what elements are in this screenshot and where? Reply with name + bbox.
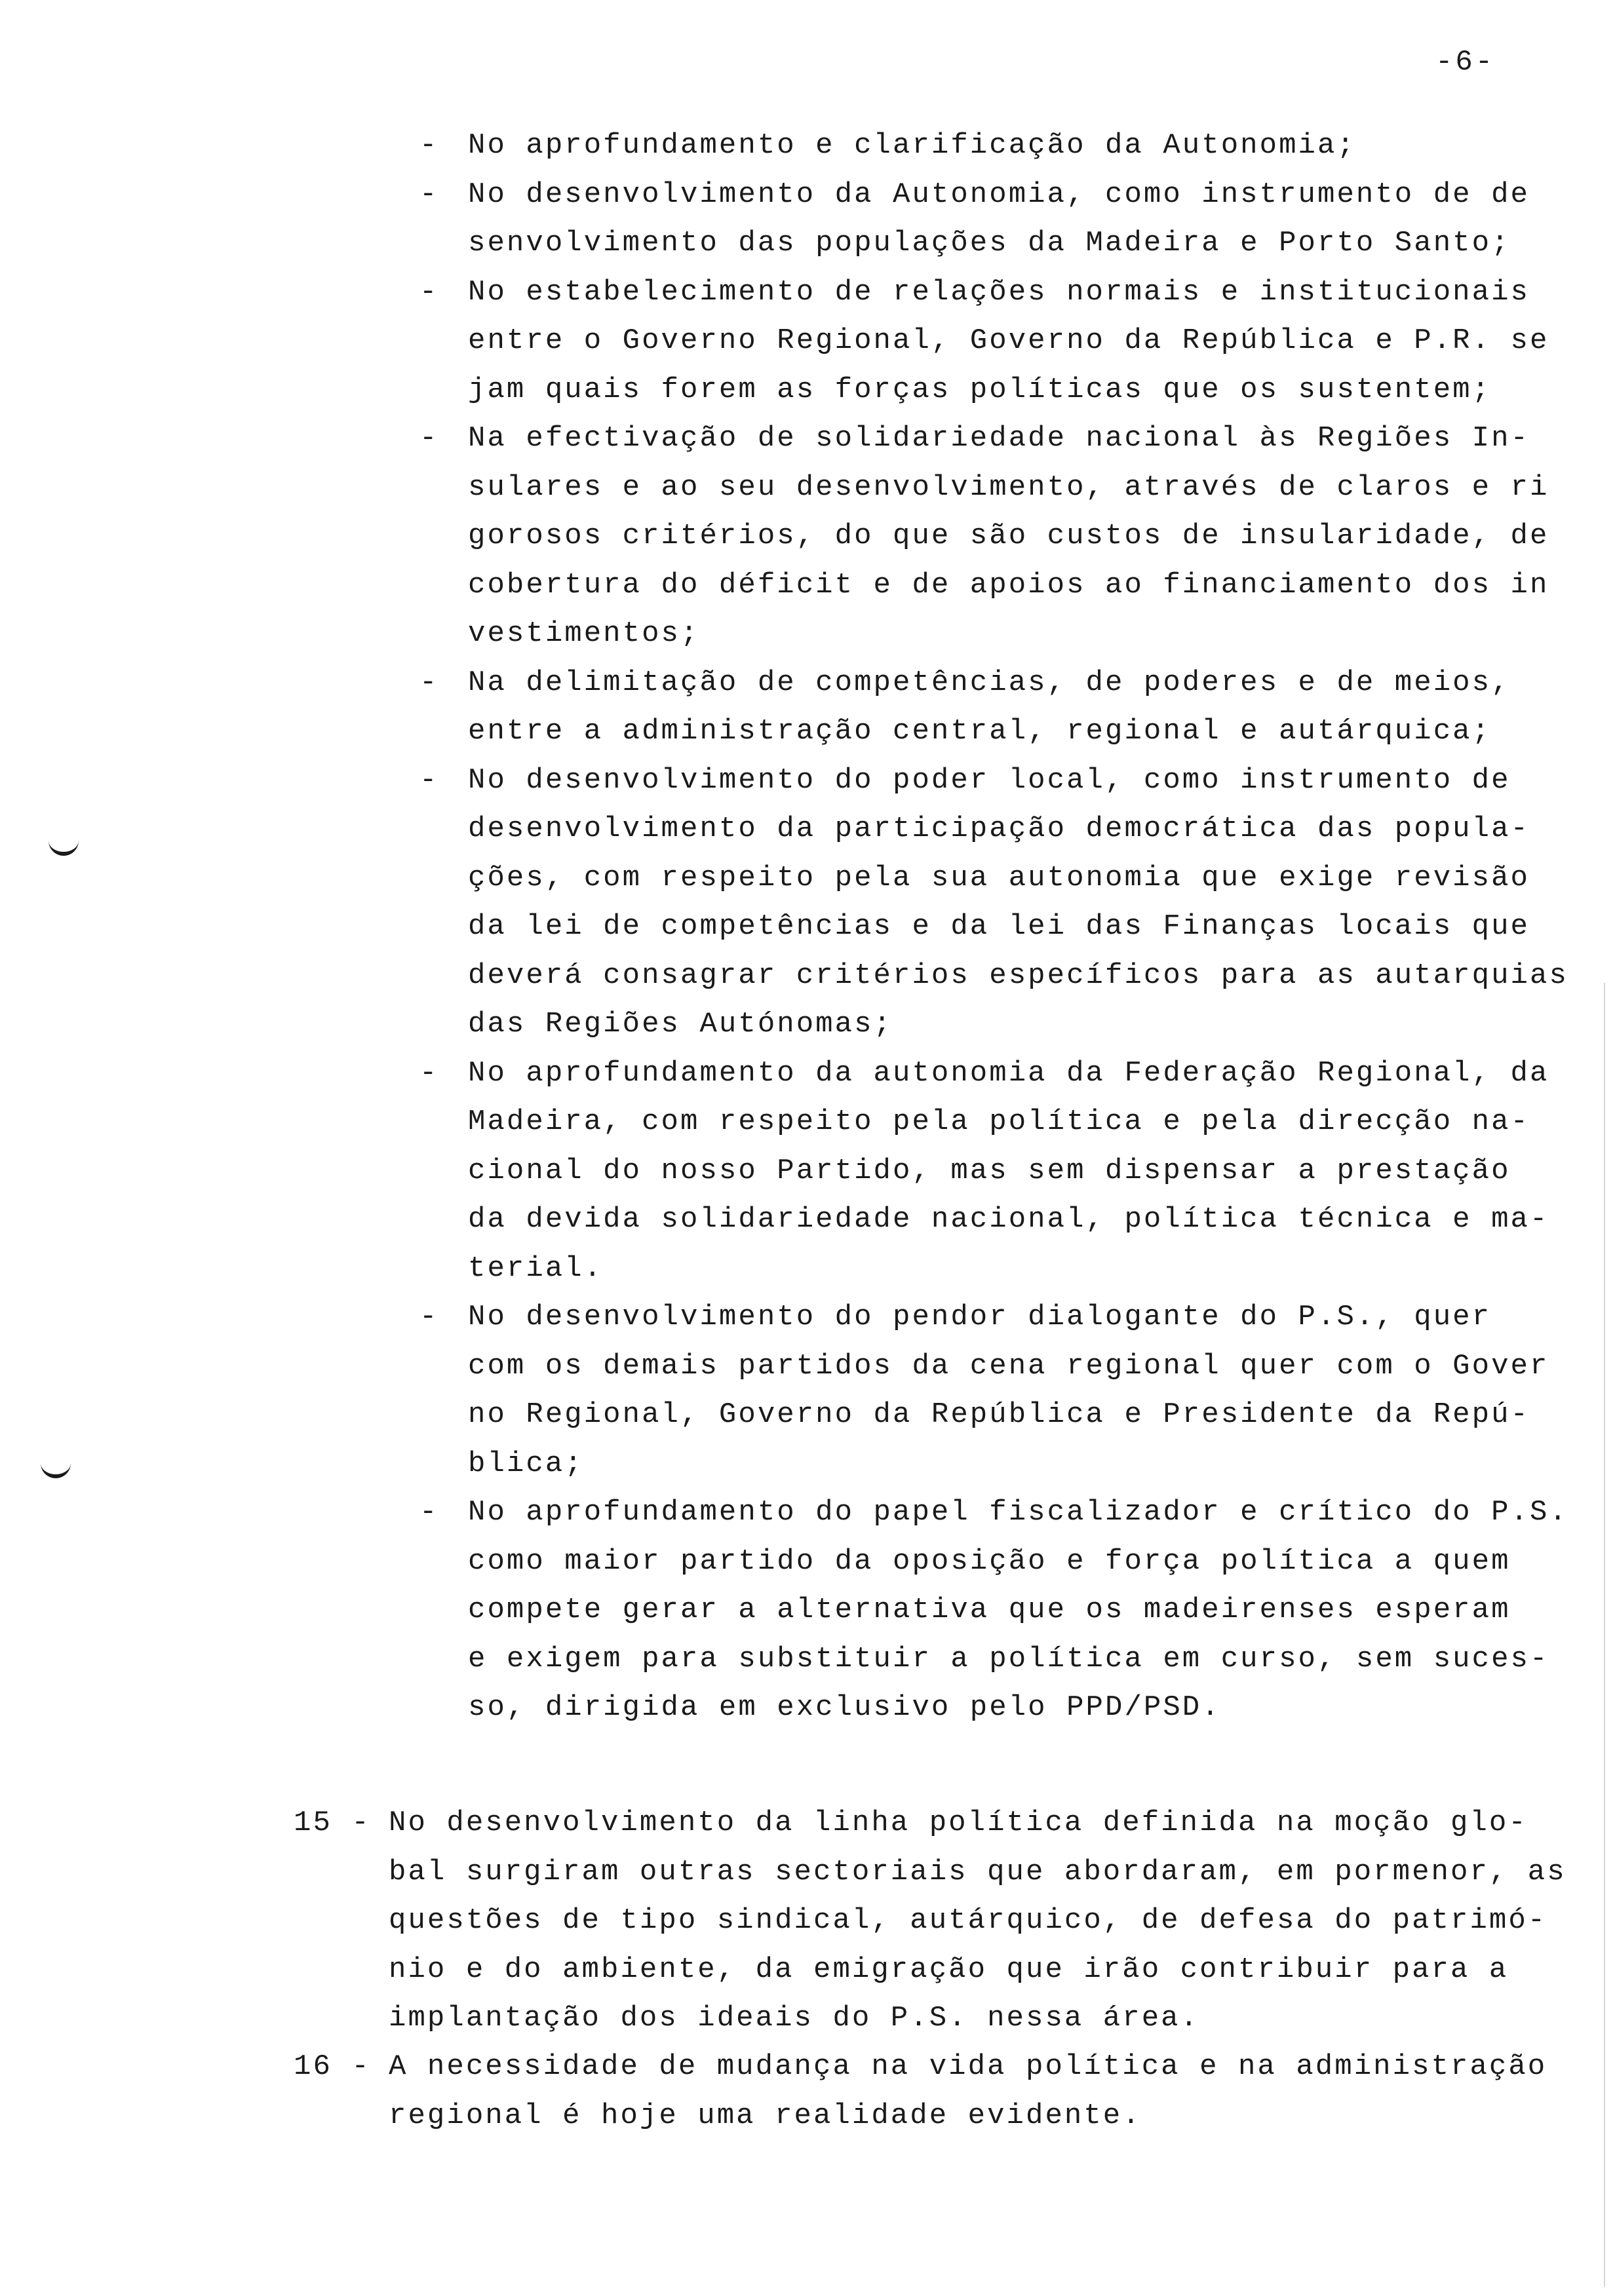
text-line: com os demais partidos da cena regional quer com o Gover [468, 1349, 1549, 1383]
text-line: das Regiões Autónomas; [468, 1008, 893, 1041]
paragraph-number: 15 - [294, 1807, 371, 1839]
text-line: No desenvolvimento da Autonomia, como instrumento de de [468, 178, 1530, 211]
dash-marker: - [419, 1301, 439, 1333]
dash-marker: - [419, 275, 439, 309]
text-line: desenvolvimento da participação democrática das popula- [468, 813, 1530, 845]
text-line: entre o Governo Regional, Governo da República e P.R. se [468, 324, 1549, 357]
dash-list-item [419, 1293, 1599, 1488]
text-line: deverá consagrar critérios específicos para as autarquias [468, 959, 1568, 992]
text-line: cional do nosso Partido, mas sem dispensar a prestação [468, 1154, 1511, 1187]
text-line: implantação dos ideais do P.S. nessa área. [389, 2002, 1200, 2035]
text-line: no Regional, Governo da República e Presidente da Repú- [468, 1398, 1530, 1431]
text-line: senvolvimento das populações da Madeira e Porto Santo; [468, 227, 1511, 259]
text-line: so, dirigida em exclusivo pelo PPD/PSD. [468, 1691, 1221, 1724]
text-line: e exigem para substituir a política em curso, sem suces- [468, 1642, 1549, 1675]
dash-list-item [419, 121, 1599, 170]
paragraph-number: 16 - [294, 2050, 371, 2083]
paragraph-body [389, 2042, 1605, 2140]
text-line: A necessidade de mudança na vida política e na administração [389, 2050, 1547, 2083]
dash-list [419, 121, 1599, 1732]
text-line: questões de tipo sindical, autárquico, de defesa do patrimó- [389, 1904, 1547, 1937]
text-line: No aprofundamento e clarificação da Autonomia; [468, 129, 1356, 162]
text-line: No aprofundamento do papel fiscalizador e crítico do P.S. [468, 1496, 1568, 1529]
dash-list-item [419, 1049, 1599, 1293]
dash-marker: - [419, 1056, 439, 1090]
text-line: da devida solidariedade nacional, política técnica e ma- [468, 1203, 1549, 1236]
dash-marker: - [419, 666, 439, 699]
dash-marker: - [419, 422, 439, 455]
text-line: Madeira, com respeito pela política e pela direcção na- [468, 1105, 1530, 1138]
text-line: Na delimitação de competências, de poderes e de meios, [468, 666, 1511, 699]
text-line: ções, com respeito pela sua autonomia que exige revisão [468, 861, 1530, 894]
text-line: cobertura do déficit e de apoios ao financiamento dos in [468, 568, 1549, 602]
text-line: No estabelecimento de relações normais e institucionais [468, 275, 1530, 309]
text-line: entre a administração central, regional e autárquica; [468, 715, 1492, 748]
text-line: vestimentos; [468, 617, 700, 650]
hole-punch-mark [49, 832, 79, 856]
dash-list-item [419, 756, 1599, 1049]
text-line: No desenvolvimento do poder local, como instrumento de [468, 763, 1511, 797]
text-line: regional é hoje uma realidade evidente. [389, 2099, 1142, 2132]
text-line: bal surgiram outras sectoriais que abordaram, em pormenor, as [389, 1855, 1566, 1888]
dash-marker: - [419, 763, 439, 797]
dash-list-item [419, 268, 1599, 415]
text-line: da lei de competências e da lei das Finanças locais que [468, 910, 1530, 943]
text-line: nio e do ambiente, da emigração que irão contribuir para a [389, 1953, 1509, 1986]
dash-marker: - [419, 178, 439, 211]
text-line: compete gerar a alternativa que os madeirenses esperam [468, 1594, 1511, 1626]
dash-marker: - [419, 129, 439, 162]
dash-marker: - [419, 1496, 439, 1529]
text-line: terial. [468, 1252, 604, 1285]
text-line: blica; [468, 1447, 584, 1480]
page-number: -6- [1435, 46, 1496, 79]
text-line: jam quais forem as forças políticas que os sustentem; [468, 373, 1492, 406]
numbered-paragraph [294, 2042, 1605, 2140]
dash-list-item [419, 659, 1599, 756]
text-line: No aprofundamento da autonomia da Federação Regional, da [468, 1056, 1549, 1090]
dash-list-item [419, 1488, 1599, 1732]
dash-list-item [419, 170, 1599, 268]
text-line: sulares e ao seu desenvolvimento, através de claros e ri [468, 470, 1549, 504]
hole-punch-mark [41, 1455, 71, 1478]
text-line: gorosos critérios, do que são custos de insularidade, de [468, 520, 1549, 552]
text-line: como maior partido da oposição e força política a quem [468, 1544, 1511, 1578]
text-line: No desenvolvimento da linha política definida na moção glo- [389, 1807, 1528, 1839]
numbered-paragraph [294, 1799, 1605, 2043]
text-line: Na efectivação de solidariedade nacional às Regiões In- [468, 422, 1530, 455]
dash-list-item [419, 414, 1599, 659]
paragraph-body [389, 1799, 1605, 2043]
text-line: No desenvolvimento do pendor dialogante do P.S., quer [468, 1301, 1492, 1333]
